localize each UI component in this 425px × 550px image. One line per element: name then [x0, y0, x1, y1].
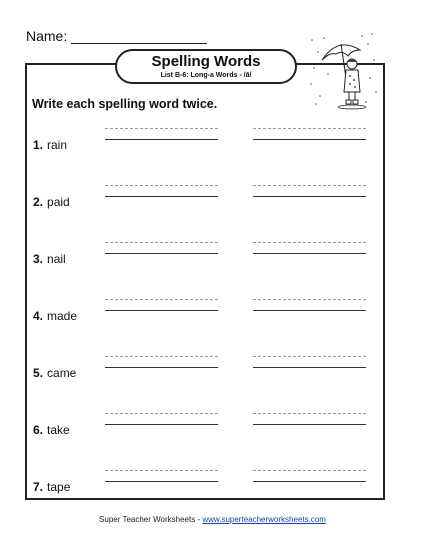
spelling-word: came	[47, 366, 77, 380]
spelling-word: rain	[47, 138, 68, 152]
word-item	[33, 252, 66, 266]
base-line	[253, 139, 366, 140]
worksheet-title: Spelling Words	[151, 53, 261, 70]
base-line	[105, 253, 218, 254]
dashed-guide	[253, 470, 366, 471]
worksheet-subtitle: List B-6: Long-a Words - /ā/	[160, 72, 252, 79]
base-line	[105, 424, 218, 425]
word-item	[33, 309, 77, 323]
base-line	[253, 196, 366, 197]
word-number: 6.	[33, 423, 44, 437]
word-item	[33, 366, 76, 380]
dashed-guide	[253, 185, 366, 186]
dashed-guide	[105, 185, 218, 186]
dashed-guide	[105, 128, 218, 129]
writing-line-second[interactable]	[253, 242, 366, 254]
writing-line-first[interactable]	[105, 413, 218, 425]
writing-line-second[interactable]	[253, 128, 366, 140]
word-number: 5.	[33, 366, 44, 380]
word-number: 7.	[33, 480, 44, 494]
dashed-guide	[253, 242, 366, 243]
dashed-guide	[253, 299, 366, 300]
word-item	[33, 480, 70, 494]
spelling-word: made	[47, 309, 78, 323]
name-input-line[interactable]	[71, 29, 207, 44]
word-item	[33, 423, 70, 437]
spelling-word: paid	[47, 195, 70, 209]
word-item	[33, 138, 67, 152]
base-line	[253, 310, 366, 311]
writing-line-second[interactable]	[253, 413, 366, 425]
writing-line-first[interactable]	[105, 470, 218, 482]
dashed-guide	[105, 356, 218, 357]
girl-with-umbrella-icon	[308, 30, 380, 110]
dashed-guide	[253, 413, 366, 414]
base-line	[253, 424, 366, 425]
base-line	[105, 196, 218, 197]
writing-line-first[interactable]	[105, 185, 218, 197]
base-line	[253, 481, 366, 482]
spelling-word: tape	[47, 480, 71, 494]
spelling-word: nail	[47, 252, 66, 266]
base-line	[253, 367, 366, 368]
writing-line-second[interactable]	[253, 470, 366, 482]
word-number: 2.	[33, 195, 44, 209]
dashed-guide	[105, 242, 218, 243]
word-item	[33, 195, 70, 209]
base-line	[105, 310, 218, 311]
dashed-guide	[105, 299, 218, 300]
instruction-text: Write each spelling word twice.	[32, 97, 218, 111]
writing-line-second[interactable]	[253, 185, 366, 197]
writing-line-first[interactable]	[105, 299, 218, 311]
dashed-guide	[253, 356, 366, 357]
dashed-guide	[105, 470, 218, 471]
writing-line-first[interactable]	[105, 128, 218, 140]
name-field-row	[26, 28, 207, 44]
footer-prefix: Super Teacher Worksheets -	[99, 515, 203, 524]
writing-line-second[interactable]	[253, 299, 366, 311]
writing-line-second[interactable]	[253, 356, 366, 368]
base-line	[105, 367, 218, 368]
writing-line-first[interactable]	[105, 356, 218, 368]
footer-link[interactable]: www.superteacherworksheets.com	[202, 515, 326, 524]
word-number: 1.	[33, 138, 44, 152]
footer	[0, 515, 425, 524]
word-number: 4.	[33, 309, 44, 323]
base-line	[105, 139, 218, 140]
base-line	[105, 481, 218, 482]
title-banner	[115, 49, 297, 84]
dashed-guide	[253, 128, 366, 129]
base-line	[253, 253, 366, 254]
word-number: 3.	[33, 252, 44, 266]
name-label: Name:	[26, 28, 68, 44]
dashed-guide	[105, 413, 218, 414]
spelling-word: take	[47, 423, 70, 437]
writing-line-first[interactable]	[105, 242, 218, 254]
